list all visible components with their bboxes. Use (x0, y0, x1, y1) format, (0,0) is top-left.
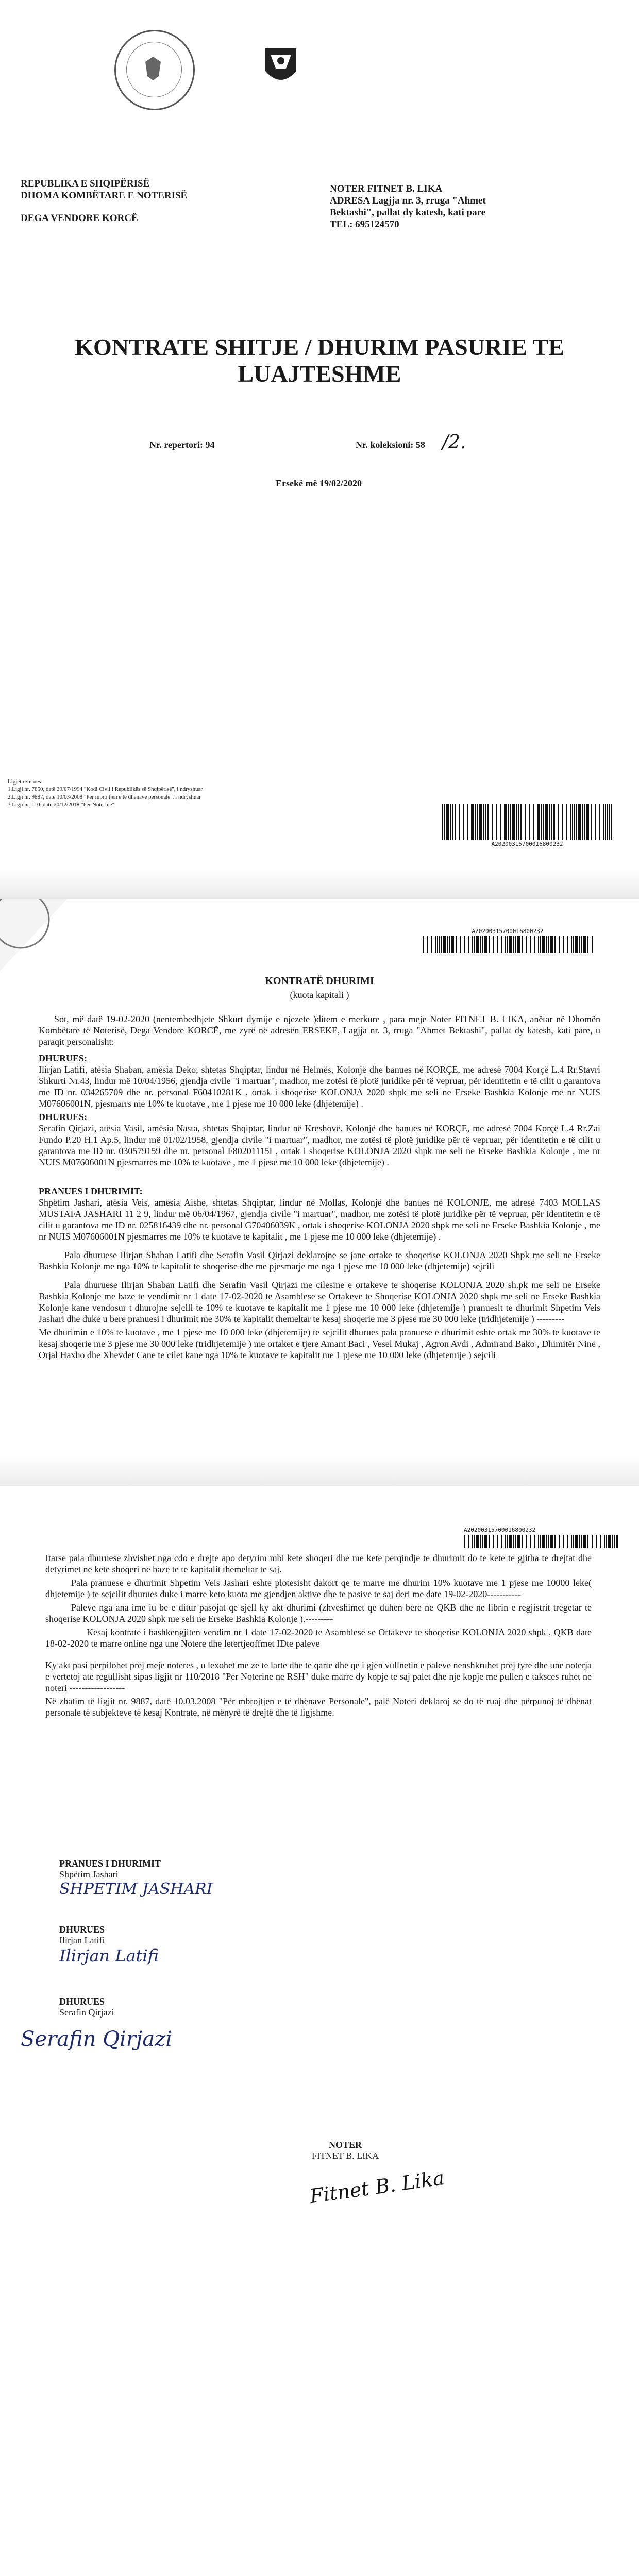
document-date: Ersekë më 19/02/2020 (276, 478, 362, 488)
repertori-number: Nr. repertori: 94 (149, 439, 215, 450)
barcode (442, 804, 612, 840)
chamber-label: DHOMA KOMBËTARE E NOTERISË (21, 190, 188, 201)
left-header (21, 178, 278, 224)
paragraph-1: Pala dhuruese Ilirjan Shaban Latifi dhe Serafin Vasil Qirjazi deklarojne se jane ortake te shoqerise KOLONJA 2020 Shpk me seli ne Erseke Bashkia Kolonje me nga 10% te kapitalit te shoqerise dhe me pjesmarje me nga 1 pjese me 10 000 leke (dhjetemije) sejcili (39, 1250, 600, 1272)
pranues-heading: PRANUES I DHURIMIT: (39, 1186, 143, 1196)
text-4: Kesaj kontrate i bashkengjiten vendim nr 1 date 17-02-2020 te Asamblese se Ortakeve te shoqerise KOLONJA 2020 shpk , QKB date 18-02-2020 te marre online nga une Notere dhe letertjeoffmet IDte paleve (45, 1627, 592, 1649)
signature-dhurues-1: Ilirjan Latifi (59, 1946, 159, 1965)
barcode-number: A20200315700016800232 (464, 1527, 536, 1533)
contract-body (39, 1013, 600, 1363)
signature-block-dhurues-2: DHURUES Serafin Qirjazi (59, 1996, 114, 2018)
page-2 (0, 899, 639, 1486)
text-2: Pala pranuese e dhurimit Shpetim Veis Jashari eshte plotesisht dakort qe te marre me dhurim 10% kuotave me 1 pjese me 10000 leke( dhjetemije ) te sejcilit dhurues duke i marre keto kuota me gjendjen aktive dhe te pasive te saj deri me date 19-02-2020----------- (45, 1578, 592, 1599)
text-5: Ky akt pasi perpilohet prej meje noteres , u lexohet me ze te larte dhe te qarte dhe qe i gjen vullnetin e paleve nenshkruhet prej tyre dhe une noterja e vertetoj ate regullisht sipas ligjit nr 110/2018 "Per Noterine ne RSH" duke marre dy kopje te saj palet dhe nje kopje me pullen e taksces ruhet ne noteri ------------------ (45, 1660, 592, 1693)
paragraph-2: Pala dhuruese Ilirjan Shaban Latifi dhe Serafin Vasil Qirjazi me cilesine e ortakeve te shoqerise KOLONJA 2020 sh.pk me seli ne Erseke Bashkia Kolonje me baze te vendimit nr 1 date 17-02-2020 te Asamblese se Ortakeve te Shoqerise KOLONJA 2020 shpk me seli ne Erseke Bashkia Kolonje kane vendosur t dhurojne sejcili te 10% te kuotave te kapitalit me 1 pjese me 10 000 leke (dhjetemije ) pranuesit te dhurimit Shpetim Veis Jashari dhe duke u bere pranuesi i dhurimit me 30% te kapitalit themeltar te kesaj shoqerie me 3 pjese me 30 000 leke (tridhjetemije ) --------- (39, 1280, 600, 1324)
branch-label: DEGA VENDORE KORCË (21, 213, 138, 224)
right-header (330, 183, 598, 230)
signature-pranues: SHPETIM JASHARI (59, 1880, 213, 1898)
legal-references: Ligjet referues: 1.Ligji nr. 7850, datë 29/07/1994 "Kodi Civil i Republikës së Shqipërisë", i ndryshuar 2.Ligji nr. 9887, date 10/03/2008 "Për mbrojtjen e të dhënave personale", i ndryshuar 3.Ligji nr. 110, datë 20/12/2018 "Për Noterinë" (8, 778, 203, 808)
signature-block-pranues: PRANUES I DHURIMIT Shpëtim Jashari SHPETIM JASHARI (59, 1858, 317, 1898)
notary-address-2: Bektashi", pallat dy katesh, kati pare (330, 207, 486, 218)
intro-paragraph: Sot, më datë 19-02-2020 (nentembedhjete Shkurt dymije e njezete )ditem e merkure , para meje Noter FITNET B. LIKA, anëtar në Dhomën Kombëtare të Noterisë, Dega Vendore KORCË, me zyrë në adresën ERSEKE, Lagjja nr. 3, rruga "Ahmet Bektashi", pallat dy katesh, kati pare, u paraqit personalisht: (39, 1014, 600, 1047)
notary-address-1: ADRESA Lagjja nr. 3, rruga "Ahmet (330, 195, 486, 206)
contract-title: KONTRATË DHURIMI (265, 975, 374, 987)
paragraph-3: Me dhurimin e 10% te kuotave , me 1 pjese me 10 000 leke (dhjetemije) te sejcilit dhurues pala pranuese e dhurimit eshte ortak me 30% te kuotave te kesaj shoqerie me 3 pjese me 30 000 leke (tridhjetemije ) me ortaket e tjere Amant Baci , Vesel Mukaj , Agron Avdi , Admirand Bako , Dhimitër Nine , Orjal Haxho dhe Xhevdet Cane te cilet kane nga 10% te kuotave te kapitalit me 1 pjese me 10 000 leke (dhjetemije ) sejcili (39, 1327, 600, 1360)
koleksioni-number: Nr. koleksioni: 58 (356, 439, 425, 450)
republic-label: REPUBLIKA E SHQIPËRISË (21, 178, 150, 189)
text-3: Paleve nga ana ime iu be e ditur pasojat qe sjell ky akt dhurimi (zhveshimet qe duhen bere ne QKB dhe ne librin e regjistrit tregetar te shoqerise KOLONJA 2020 shpk me seli ne Erseke Bashkia Kolonje ).--------- (45, 1602, 592, 1624)
text-6: Në zbatim të ligjit nr. 9887, datë 10.03.2008 "Për mbrojtjen e të dhënave Personale", palë Noteri deklaroj se do të ruaj dhe përpunoj të dhënat personale të subjekteve të kesaj Kontrate, në mënyrë të drejtë dhe të ligjshme. (45, 1696, 592, 1718)
seal-corner (0, 899, 67, 971)
page-3 (0, 1486, 639, 2576)
contract-subtitle: (kuota kapitali ) (290, 990, 349, 1000)
dhurues-heading-2: DHURUES: (39, 1112, 88, 1122)
notary-phone: TEL: 695124570 (330, 219, 399, 230)
dhurues-2-paragraph: Serafin Qirjazi, atësia Vasil, amësia Nasta, shtetas Shqiptar, lindur në Kreshovë, Kolonjë dhe banues në KORÇE, me adresë 7004 Korçë L.4 Rr.Zai Fundo P.20 H.1 Ap.5, lindur më 01/02/1958, gjendja civile "i martuar", madhor, me zotësi të plotë juridike për të vepruar, për identitetin e të cilit u garantova me ID nr. 030579159 dhe nr. personal F80201115I , ortak i shoqerise KOLONJA 2020 shpk me seli ne Erseke Bashkia Kolonje , me nr NUIS M07606001N pjesmarres me 10% te kuotave , me 1 pjese me 10 000 leke (dhjetemije) . (39, 1123, 600, 1167)
signature-noter: Fitnet B. Lika (308, 2166, 446, 2208)
pranues-paragraph: Shpëtim Jashari, atësia Veis, amësia Aishe, shtetas Shqiptar, lindur në Mollas, Kolonjë dhe banues në KOLONJE, me adresë 7403 MOLLAS MUSTAFA JASHARI 11 2 9, lindur më 06/04/1967, gjendja civile "i martuar", madhor, me zotësi të plotë juridike për të vepruar, për identitetin e të cilit u garantova me ID nr. 025816439 dhe nr. personal G70406039K , ortak i shoqerise KOLONJA 2020 shpk me seli ne Erseke Bashkia Kolonje , me nr NUIS M07606001N pjesmarres me 10% te kuotave te kapitalit , me 1 pjese me 10 000 leke (dhjetemije) . (39, 1197, 600, 1242)
page-title: KONTRATE SHITJE / DHURIM PASURIE TE LUAJTESHME (75, 334, 564, 387)
signature-dhurues-2: Serafin Qirjazi (21, 2027, 173, 2051)
barcode (464, 1535, 618, 1548)
signature-block-dhurues-1: DHURUES Ilirjan Latifi Ilirjan Latifi (59, 1924, 317, 1965)
page-1 (0, 0, 639, 899)
notary-emblem-icon (263, 45, 299, 89)
barcode-number: A20200315700016800232 (491, 841, 563, 848)
text-1: Itarse pala dhuruese zhvishet nga cdo e drejte apo detyrim mbi kete shoqeri dhe me kete perqindje te dhurimit do te kete te gjitha te drejtat dhe detyrimet ne kete shoqeri ne baze te te kapitalit themeltar te saj. (45, 1553, 592, 1574)
contract-body-continued (45, 1552, 592, 1720)
dhurues-1-paragraph: Ilirjan Latifi, atësia Shaban, amësia Deko, shtetas Shqiptar, lindur në Helmës, Kolonjë dhe banues në KORÇE, me adresë 7004 Korçë L.4 Rr.Stavri Shkurti Nr.43, lindur më 10/04/1956, gjendja civile "i martuar", madhor, me zotësi të plotë juridike për të vepruar, për identitetin e të cilit u garantova me ID nr. 034265709 dhe nr. personal F60410281K , ortak i shoqerise KOLONJA 2020 shpk me seli ne Erseke Bashkia Kolonje me nr NUIS M07606001N, pjesmarrs me 10% te kuotave , me 1 pjese me 10 000 leke (dhjetemije) . (39, 1064, 600, 1109)
signature-block-noter: NOTER FITNET B. LIKA (311, 2140, 379, 2161)
notary-name: NOTER FITNET B. LIKA (330, 183, 443, 194)
barcode-number: A20200315700016800232 (472, 928, 544, 935)
koleksioni-handwritten: /2. (442, 432, 466, 453)
barcode (423, 936, 593, 953)
dhurues-heading: DHURUES: (39, 1053, 88, 1063)
notary-seal (114, 30, 195, 110)
